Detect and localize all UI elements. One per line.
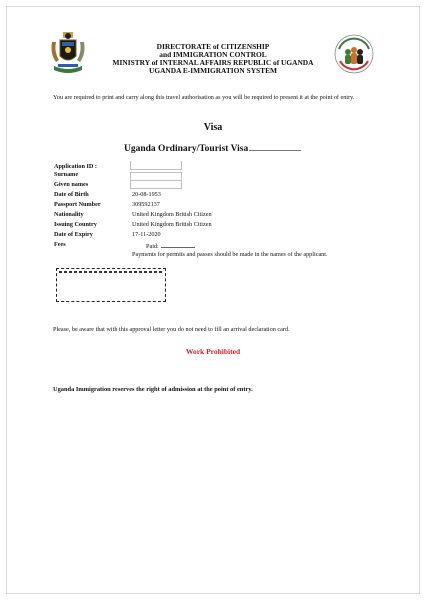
date-of-birth-label: Date of Birth [54,191,89,198]
passport-number-value: 309592137 [132,201,160,208]
passport-number-label: Passport Number [54,201,101,208]
application-id-value-box [130,161,182,170]
header-ministry: MINISTRY of INTERNAL AFFAIRS REPUBLIC of UGANDA [112,58,314,67]
reserve-right-note: Uganda Immigration reserves the right of admission at the point of entry. [53,386,253,393]
issuing-country-label: Issuing Country [54,221,97,228]
header-directorate: DIRECTORATE of CITIZENSHIP [156,42,270,51]
date-of-expiry-label: Date of Expiry [54,231,93,238]
header-immigration-control: and IMMIGRATION CONTROL [159,50,267,59]
payment-note: Payments for permits and passes should be made in the names of the applicant. [132,251,328,258]
nationality-label: Nationality [54,211,84,218]
fees-blank [161,241,195,248]
given-names-value-box [130,180,182,189]
fees-value [146,241,195,251]
application-id-label: Application ID : [54,163,97,170]
approval-note: Please, be aware that with this approval letter you do not need to fill an arrival declaration card. [53,326,290,333]
given-names-label: Given names [54,181,89,188]
issuing-country-value: United Kingdom British Citizen [132,221,212,228]
visa-type-blank [249,142,301,151]
fees-label: Fees [54,241,66,248]
date-of-birth-value: 20-08-1953 [132,191,161,198]
nationality-value: United Kingdom British Citizen [132,211,212,218]
surname-label: Surname [54,171,79,178]
fees-paid-label: Paid: [146,243,159,250]
visa-type-label: Uganda Ordinary/Tourist Visa [124,144,249,154]
visa-title: Visa [203,122,223,133]
header-system: UGANDA E-IMMIGRATION SYSTEM [149,66,277,75]
date-of-expiry-value: 17-11-2020 [132,231,161,238]
photo-placeholder-box [56,268,166,302]
visa-type [124,142,301,154]
work-prohibited-notice: Work Prohibited [185,347,241,356]
intro-text: You are required to print and carry along this travel authorisation as you will be required to present it at the point of entry. [53,94,355,101]
